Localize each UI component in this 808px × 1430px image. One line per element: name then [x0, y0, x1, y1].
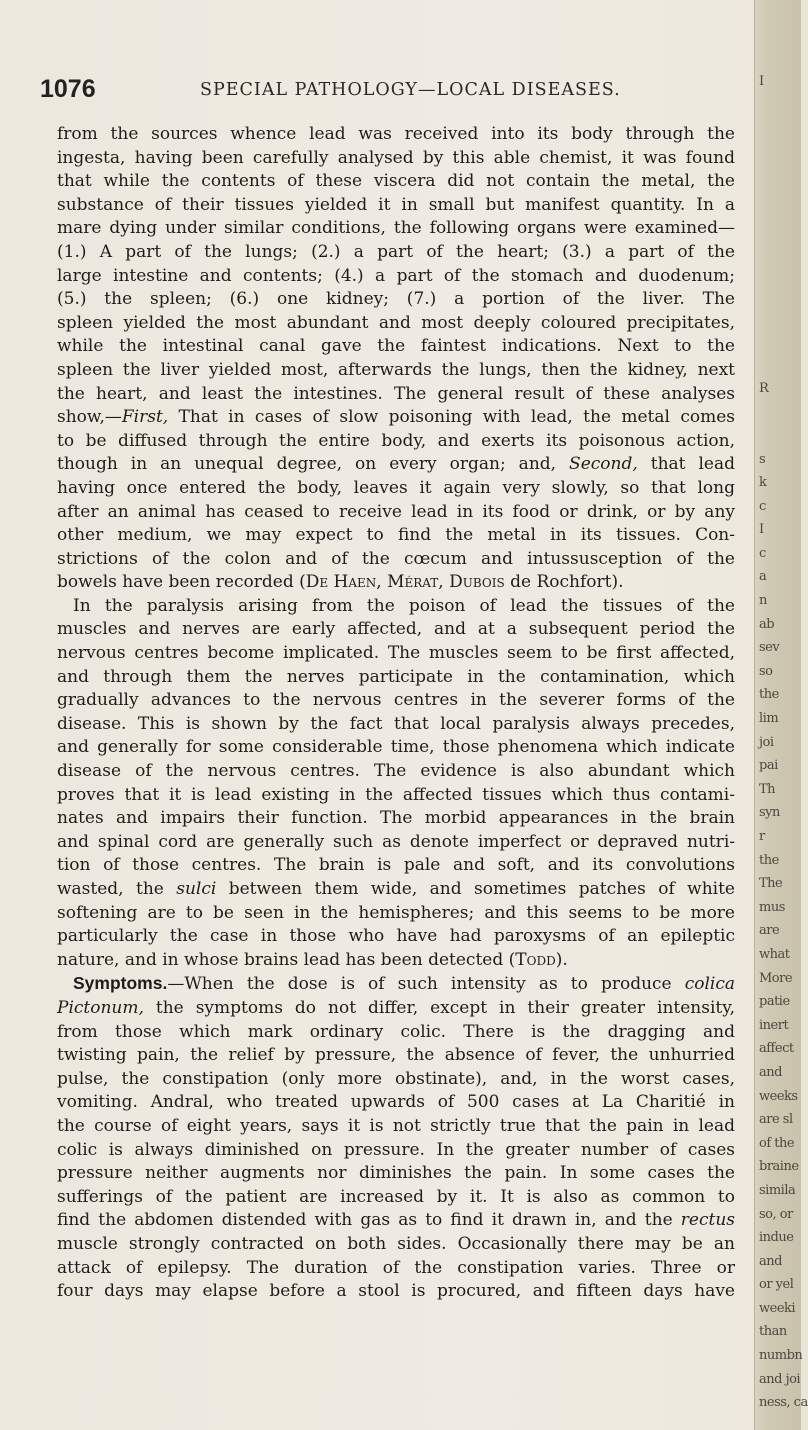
text-segment: ingesta, having been carefully analysed by this able chemist, it was found	[57, 147, 735, 168]
margin-fragment: patie	[759, 994, 790, 1010]
margin-fragment: than	[759, 1324, 787, 1340]
margin-fragment: braine	[759, 1159, 799, 1175]
text-segment: tion of those centres. The brain is pale and soft, and its convolutions	[57, 855, 735, 876]
margin-fragment: Th	[759, 781, 776, 797]
text-line	[57, 1209, 735, 1233]
text-segment: Todd	[515, 949, 556, 970]
margin-fragment: and	[759, 1064, 782, 1080]
text-segment: the course of eight years, says it is not strictly true that the pain in lead	[57, 1115, 735, 1136]
text-segment: Symptoms.	[73, 973, 168, 994]
margin-fragment: the	[759, 687, 779, 703]
text-line	[57, 123, 735, 147]
text-segment: nates and impairs their function. The morbid appearances in the brain	[57, 808, 735, 829]
margin-fragment: ness, ca	[759, 1395, 808, 1411]
text-segment: pressure neither augments nor diminishes the pain. In some cases the	[57, 1163, 735, 1184]
text-segment: spleen the liver yielded most, afterwards the lungs, then the kidney, next	[57, 359, 735, 380]
text-line	[57, 784, 735, 808]
text-line	[57, 1139, 735, 1163]
text-segment: colica	[684, 974, 735, 995]
running-head: SPECIAL PATHOLOGY—LOCAL DISEASES.	[200, 80, 621, 100]
text-segment: spleen yielded the most abundant and most deeply coloured precipitates,	[57, 312, 735, 333]
text-line	[57, 666, 735, 690]
text-segment: to be diffused through the entire body, and exerts its poisonous action,	[57, 430, 735, 451]
margin-fragment	[759, 259, 797, 283]
facing-page-edge	[754, 0, 808, 1430]
margin-fragment	[759, 212, 797, 236]
margin-fragment	[759, 117, 797, 141]
text-line	[57, 618, 735, 642]
text-line	[57, 713, 735, 737]
text-line	[57, 689, 735, 713]
text-line	[57, 406, 735, 430]
text-line	[57, 241, 735, 265]
text-segment: large intestine and contents; (4.) a part of the stomach and duodenum;	[57, 265, 735, 286]
margin-fragment	[759, 282, 797, 306]
margin-fragment: indue	[759, 1230, 794, 1246]
margin-fragment: R	[759, 380, 769, 396]
text-segment: First,	[121, 407, 169, 428]
margin-fragment: so, or	[759, 1206, 793, 1222]
margin-fragment: pai	[759, 758, 778, 774]
text-segment: de Rochfort).	[504, 572, 624, 593]
text-segment: (1.) A part of the lungs; (2.) a part of the heart; (3.) a part of the	[57, 241, 735, 262]
text-segment: having once entered the body, leaves it again very slowly, so that long	[57, 477, 735, 498]
page-number: 1076	[40, 75, 96, 103]
text-line	[57, 1162, 735, 1186]
text-segment: while the intestinal canal gave the faintest indications. Next to the	[57, 336, 735, 357]
text-segment: Second,	[569, 454, 638, 475]
margin-fragment	[759, 94, 797, 118]
margin-fragment	[759, 400, 797, 424]
text-line	[57, 265, 735, 289]
text-segment: substance of their tissues yielded it in small but manifest quantity. In a	[57, 194, 735, 215]
text-segment: nervous centres become implicated. The muscles seem to be first affected,	[57, 643, 735, 664]
margin-fragment: weeki	[759, 1300, 796, 1316]
text-line	[57, 430, 735, 454]
text-segment: pulse, the constipation (only more obstinate), and, in the worst cases,	[57, 1068, 735, 1089]
margin-fragment: I	[759, 74, 764, 89]
text-line	[57, 170, 735, 194]
margin-fragment: r	[759, 829, 765, 844]
text-segment: (5.) the spleen; (6.) one kidney; (7.) a portion of the liver. The	[57, 289, 735, 310]
text-segment: the symptoms do not differ, except in their greater intensity,	[143, 997, 735, 1018]
text-line	[57, 1068, 735, 1092]
text-segment: Pictonum,	[57, 997, 144, 1018]
margin-fragment: affect	[759, 1041, 794, 1057]
text-line	[57, 383, 735, 407]
margin-fragment: are sl	[759, 1112, 793, 1128]
margin-fragment: inert	[759, 1017, 789, 1033]
text-segment: strictions of the colon and of the cœcum and intussusception of the	[57, 548, 735, 569]
text-line	[57, 1091, 735, 1115]
text-line	[57, 1044, 735, 1068]
text-segment: proves that it is lead existing in the affected tissues which thus contami-	[57, 784, 735, 805]
margin-fragment	[759, 141, 797, 165]
body-text	[57, 123, 735, 1304]
text-segment: and generally for some considerable time, those phenomena which indicate	[57, 737, 735, 758]
margin-fragment	[759, 353, 797, 377]
text-segment: though in an unequal degree, on every organ; and,	[57, 454, 570, 475]
text-segment: De Haen, Mérat, Dubois	[305, 572, 505, 593]
margin-fragment: syn	[759, 805, 780, 821]
text-line	[57, 1280, 735, 1304]
margin-fragment: ab	[759, 616, 775, 632]
margin-fragment	[759, 188, 797, 212]
text-line	[57, 288, 735, 312]
text-line	[57, 972, 735, 997]
text-segment: between them wide, and sometimes patches of white	[216, 879, 735, 899]
text-segment: nature, and in whose brains lead has been detected (	[57, 949, 516, 970]
text-segment: and through them the nerves participate in the contamination, which	[57, 666, 735, 687]
text-segment: bowels have been recorded (	[57, 572, 306, 593]
text-line	[57, 642, 735, 666]
text-line	[57, 335, 735, 359]
margin-fragment: More	[759, 970, 793, 986]
text-segment: after an animal has ceased to receive lead in its food or drink, or by any	[57, 501, 735, 522]
margin-fragment	[759, 164, 797, 188]
text-segment: sufferings of the patient are increased by it. It is also as common to	[57, 1186, 735, 1207]
text-segment: show,—	[57, 407, 122, 428]
margin-fragment: n	[759, 593, 767, 609]
margin-fragment: or yel	[759, 1277, 794, 1293]
margin-fragment: and joi	[759, 1371, 801, 1387]
text-line	[57, 1233, 735, 1257]
margin-fragment: lim	[759, 711, 779, 727]
text-line	[57, 194, 735, 218]
text-segment: from the sources whence lead was received into its body through the	[57, 124, 735, 144]
margin-fragment: weeks	[759, 1088, 798, 1104]
text-segment: disease. This is shown by the fact that local paralysis always precedes,	[57, 713, 735, 734]
text-segment: that lead	[637, 454, 735, 475]
margin-fragment: The	[759, 876, 783, 892]
margin-fragment	[759, 424, 797, 448]
text-line	[57, 925, 735, 949]
margin-fragment	[759, 330, 797, 354]
margin-fragment: c	[759, 498, 766, 514]
margin-fragment: k	[759, 475, 767, 491]
text-line	[57, 312, 735, 336]
text-line	[57, 595, 735, 619]
margin-fragment: and	[759, 1253, 782, 1269]
text-segment: other medium, we may expect to find the metal in its tissues. Con-	[57, 525, 735, 546]
text-segment: vomiting. Andral, who treated upwards of 500 cases at La Charitié in	[57, 1092, 735, 1113]
text-segment: muscle strongly contracted on both sides. Occasionally there may be an	[57, 1233, 735, 1254]
text-line	[57, 571, 735, 595]
margin-fragment: so	[759, 663, 773, 679]
text-line	[57, 524, 735, 548]
text-segment: attack of epilepsy. The duration of the constipation varies. Three or	[57, 1257, 735, 1278]
text-segment: ).	[555, 949, 568, 970]
margin-fragment: simila	[759, 1182, 796, 1198]
text-line	[57, 736, 735, 760]
text-line	[57, 1021, 735, 1045]
margin-fragment: I	[759, 522, 764, 538]
margin-fragment: the	[759, 852, 779, 868]
margin-fragment: numbn	[759, 1348, 803, 1364]
margin-fragment: a	[759, 569, 767, 585]
text-line	[57, 548, 735, 572]
text-segment: twisting pain, the relief by pressure, the absence of fever, the unhurried	[57, 1045, 735, 1066]
text-segment: particularly the case in those who have had paroxysms of an epileptic	[57, 926, 735, 947]
text-segment: gradually advances to the nervous centres in the severer forms of the	[57, 690, 735, 711]
text-line	[57, 760, 735, 784]
text-segment: mare dying under similar conditions, the following organs were examined—	[57, 218, 735, 239]
text-segment: sulci	[176, 879, 217, 899]
margin-fragment: s	[759, 451, 766, 467]
text-line	[57, 807, 735, 831]
text-segment: from those which mark ordinary colic. There is the dragging and	[57, 1021, 735, 1042]
text-line	[57, 1257, 735, 1281]
margin-fragment	[759, 306, 797, 330]
margin-fragment: are	[759, 923, 780, 939]
text-line	[57, 997, 735, 1021]
text-line	[57, 359, 735, 383]
text-line	[57, 501, 735, 525]
text-segment: and spinal cord are generally such as denote imperfect or depraved nutri-	[57, 831, 735, 852]
text-line	[57, 453, 735, 477]
text-line	[57, 831, 735, 855]
margin-fragment: c	[759, 545, 766, 561]
text-line	[57, 902, 735, 926]
text-segment: disease of the nervous centres. The evidence is also abundant which	[57, 761, 735, 782]
margin-fragment: what	[759, 946, 790, 962]
text-line	[57, 1186, 735, 1210]
page-header	[40, 75, 740, 109]
text-line	[57, 1115, 735, 1139]
text-segment: —When the dose is of such intensity as to produce	[167, 974, 685, 995]
text-line	[57, 878, 735, 902]
text-segment: That in cases of slow poisoning with lead, the metal comes	[168, 407, 735, 428]
text-segment: that while the contents of these viscera did not contain the metal, the	[57, 171, 735, 192]
text-segment: find the abdomen distended with gas as to find it drawn in, and the	[57, 1210, 681, 1231]
text-segment: wasted, the	[57, 879, 177, 899]
text-segment: muscles and nerves are early affected, and at a subsequent period the	[57, 619, 735, 640]
text-line	[57, 217, 735, 241]
text-segment: rectus	[680, 1210, 735, 1231]
text-line	[57, 147, 735, 171]
text-segment: colic is always diminished on pressure. In the greater number of cases	[57, 1139, 735, 1160]
text-line	[57, 477, 735, 501]
margin-fragment	[759, 235, 797, 259]
margin-fragment: joi	[759, 734, 774, 750]
text-segment: four days may elapse before a stool is procured, and fifteen days have	[57, 1281, 735, 1302]
margin-fragment: mus	[759, 899, 785, 915]
text-line	[57, 854, 735, 878]
text-segment: softening are to be seen in the hemispheres; and this seems to be more	[57, 902, 735, 923]
margin-fragment: of the	[759, 1135, 795, 1151]
text-segment: the heart, and least the intestines. The general result of these analyses	[57, 383, 735, 404]
margin-fragment: sev	[759, 640, 780, 656]
facing-page-fragments	[759, 70, 808, 1415]
text-segment: In the paralysis arising from the poison of lead the tissues of the	[73, 595, 735, 616]
text-line	[57, 949, 735, 973]
